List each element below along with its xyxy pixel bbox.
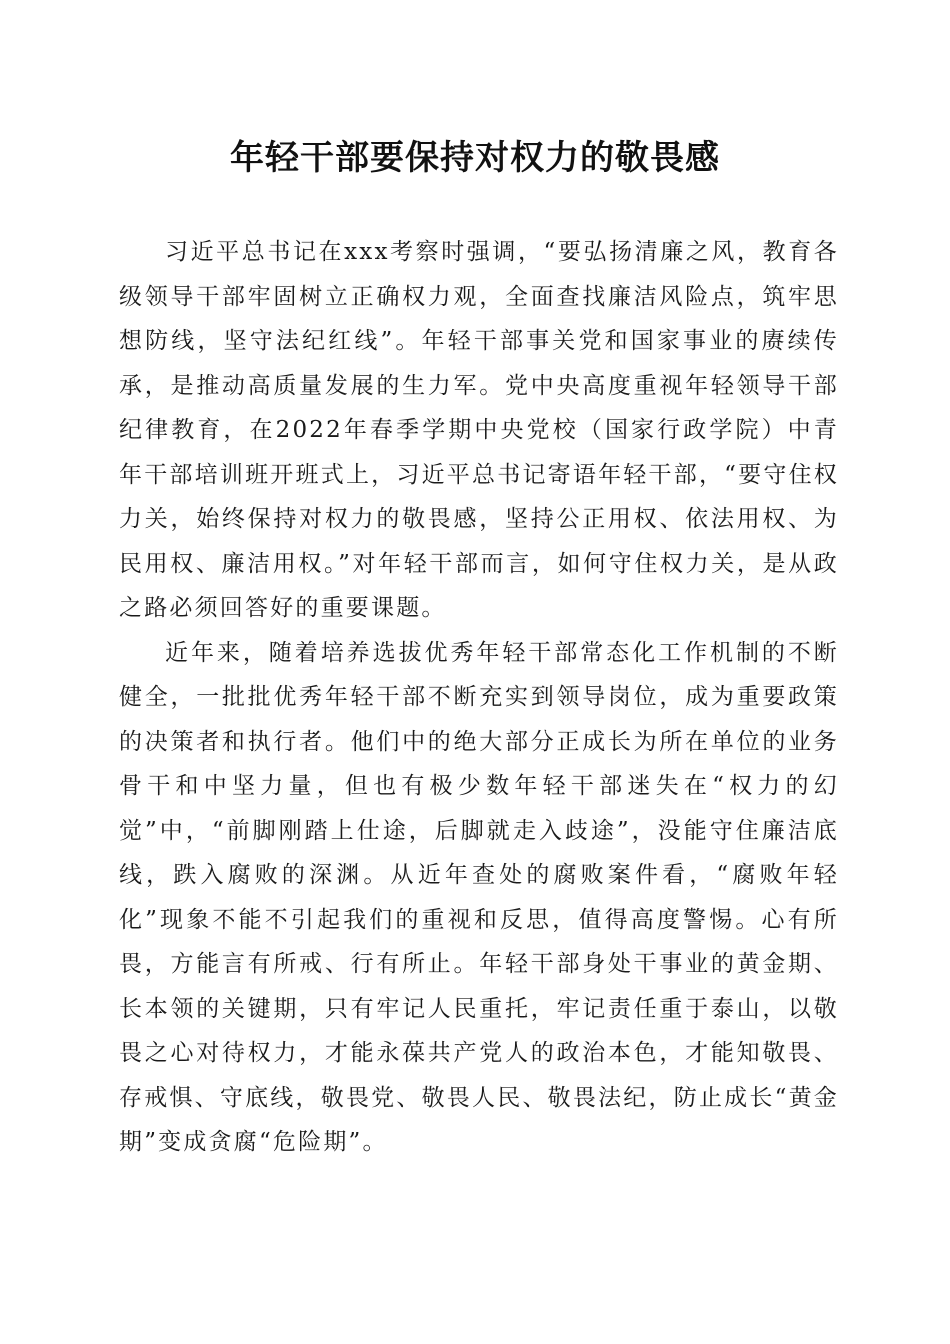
paragraph-1: 习近平总书记在xxx考察时强调，“要弘扬清廉之风，教育各级领导干部牢固树立正确权力观，全面查找廉洁风险点，筑牢思想防线，坚守法纪红线”。年轻干部事关党和国家事业的赓续传承，是推动高质量发展的生力军。党中央高度重视年轻领导干部纪律教育，在2022年春季学期中央党校（国家行政学院）中青年干部培训班开班式上，习近平总书记寄语年轻干部，“要守住权力关，始终保持对权力的敬畏感，坚持公正用权、依法用权、为民用权、廉洁用权。”对年轻干部而言，如何守住权力关，是从政之路必须回答好的重要课题。: [119, 239, 839, 621]
document-title: 年轻干部要保持对权力的敬畏感: [230, 138, 720, 178]
paragraph-2: 近年来，随着培养选拔优秀年轻干部常态化工作机制的不断健全，一批批优秀年轻干部不断充实到领导岗位，成为重要政策的决策者和执行者。他们中的绝大部分正成长为所在单位的业务骨干和中坚力量，但也有极少数年轻干部迷失在“权力的幻觉”中，“前脚刚踏上仕途，后脚就走入歧途”，没能守住廉洁底线，跌入腐败的深渊。从近年查处的腐败案件看，“腐败年轻化”现象不能不引起我们的重视和反思，值得高度警惕。心有所畏，方能言有所戒、行有所止。年轻干部身处干事业的黄金期、长本领的关键期，只有牢记人民重托，牢记责任重于泰山，以敬畏之心对待权力，才能永葆共产党人的政治本色，才能知敬畏、存戒惧、守底线，敬畏党、敬畏人民、敬畏法纪，防止成长“黄金期”变成贪腐“危险期”。: [119, 639, 839, 1155]
document-body: [119, 230, 839, 1165]
